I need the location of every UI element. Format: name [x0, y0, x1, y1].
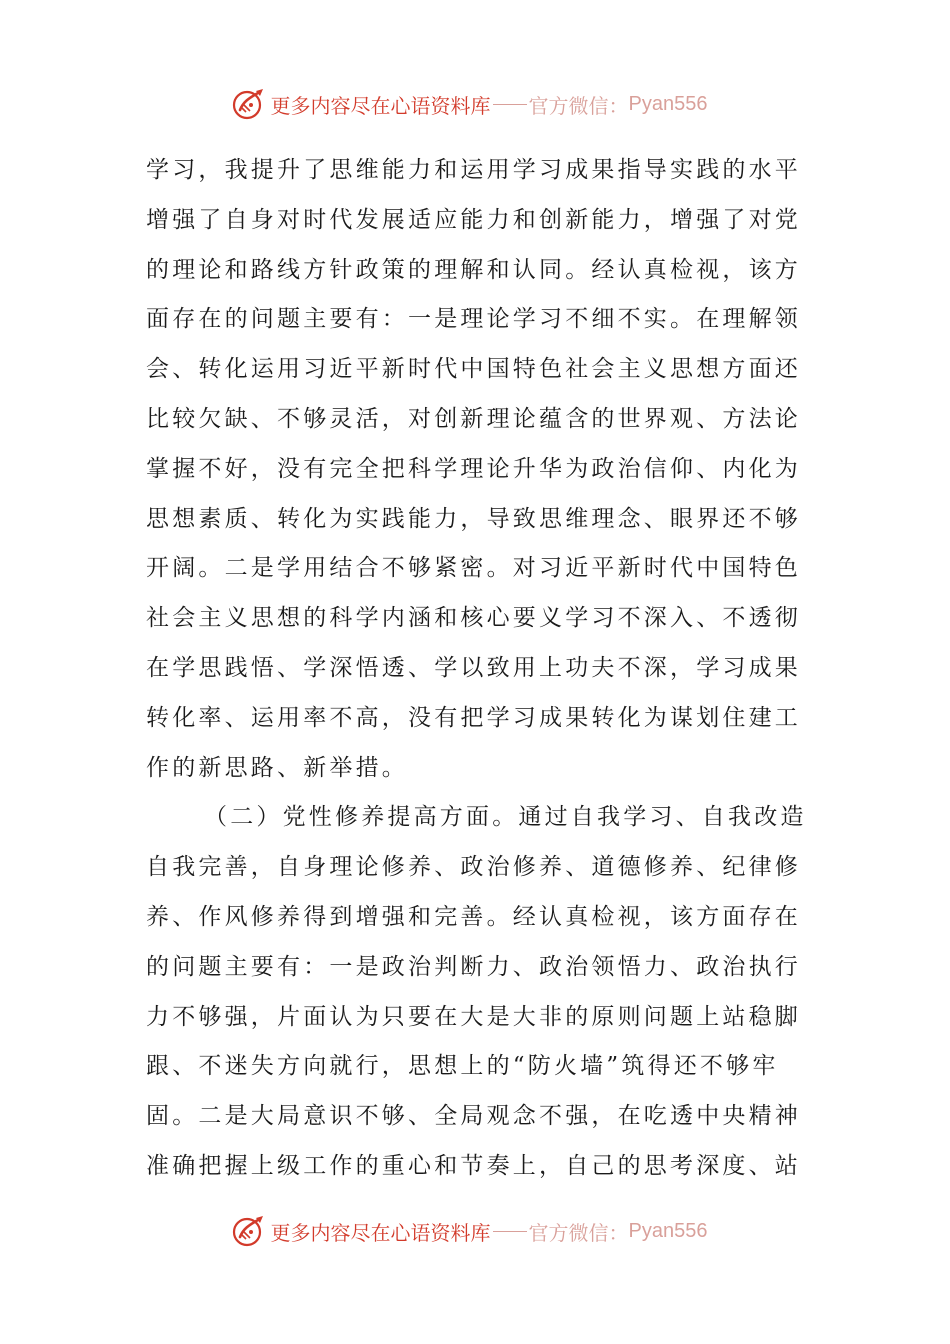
- banner-wechat-label: 官方微信：: [528, 1220, 629, 1245]
- text-line: 社会主义思想的科学内涵和核心要义学习不深入、不透彻: [146, 605, 801, 632]
- banner-inner: [231, 86, 708, 122]
- banner-brand: 更多内容尽在心语资料库: [270, 93, 491, 118]
- document-body: [146, 146, 808, 1192]
- header-banner: [0, 84, 950, 124]
- text-line: 在学思践悟、学深悟透、学以致用上功夫不深，学习成果: [146, 654, 801, 681]
- text-line: 学习，我提升了思维能力和运用学习成果指导实践的水平: [146, 157, 801, 183]
- banner-wechat-id: Pyan556: [628, 1219, 708, 1242]
- text-line: 准确把握上级工作的重心和节奏上，自己的思考深度、站: [146, 1152, 801, 1179]
- text-line: 的理论和路线方针政策的理解和认同。经认真检视，该方: [146, 256, 801, 283]
- text-line: 转化率、运用率不高，没有把学习成果转化为谋划住建工: [146, 704, 801, 731]
- banner-dash: [493, 1231, 527, 1232]
- pen-seal-icon: [231, 86, 267, 122]
- text-line: 养、作风修养得到增强和完善。经认真检视，该方面存在: [146, 903, 801, 930]
- text-line: 掌握不好，没有完全把科学理论升华为政治信仰、内化为: [146, 455, 801, 482]
- pen-seal-icon: [231, 1213, 267, 1249]
- footer-banner: [0, 1211, 950, 1251]
- text-line: 力不够强，片面认为只要在大是大非的原则问题上站稳脚: [146, 1003, 801, 1030]
- text-line: 会、转化运用习近平新时代中国特色社会主义思想方面还: [146, 356, 801, 383]
- banner-dash: [493, 104, 527, 105]
- banner-inner: [231, 1213, 708, 1249]
- banner-wechat-id: Pyan556: [628, 92, 708, 115]
- text-line: 开阔。二是学用结合不够紧密。对习近平新时代中国特色: [146, 555, 801, 582]
- banner-wechat-label: 官方微信：: [528, 93, 629, 118]
- text-line: 自我完善，自身理论修养、政治修养、道德修养、纪律修: [146, 854, 801, 881]
- text-line: 面存在的问题主要有：一是理论学习不细不实。在理解领: [146, 306, 801, 333]
- text-line: 增强了自身对时代发展适应能力和创新能力，增强了对党: [146, 206, 801, 233]
- text-line: 跟、不迷失方向就行，思想上的“防火墙”筑得还不够牢: [146, 1053, 779, 1080]
- text-line: 思想素质、转化为实践能力，导致思维理念、眼界还不够: [146, 505, 801, 532]
- section-heading-line: （二）党性修养提高方面。通过自我学习、自我改造: [204, 804, 807, 831]
- text-line: 固。二是大局意识不够、全局观念不强，在吃透中央精神: [146, 1103, 801, 1130]
- text-line: 的问题主要有：一是政治判断力、政治领悟力、政治执行: [146, 953, 801, 980]
- text-line: 作的新思路、新举措。: [146, 754, 408, 781]
- banner-brand: 更多内容尽在心语资料库: [270, 1220, 491, 1245]
- text-line: 比较欠缺、不够灵活，对创新理论蕴含的世界观、方法论: [146, 405, 801, 432]
